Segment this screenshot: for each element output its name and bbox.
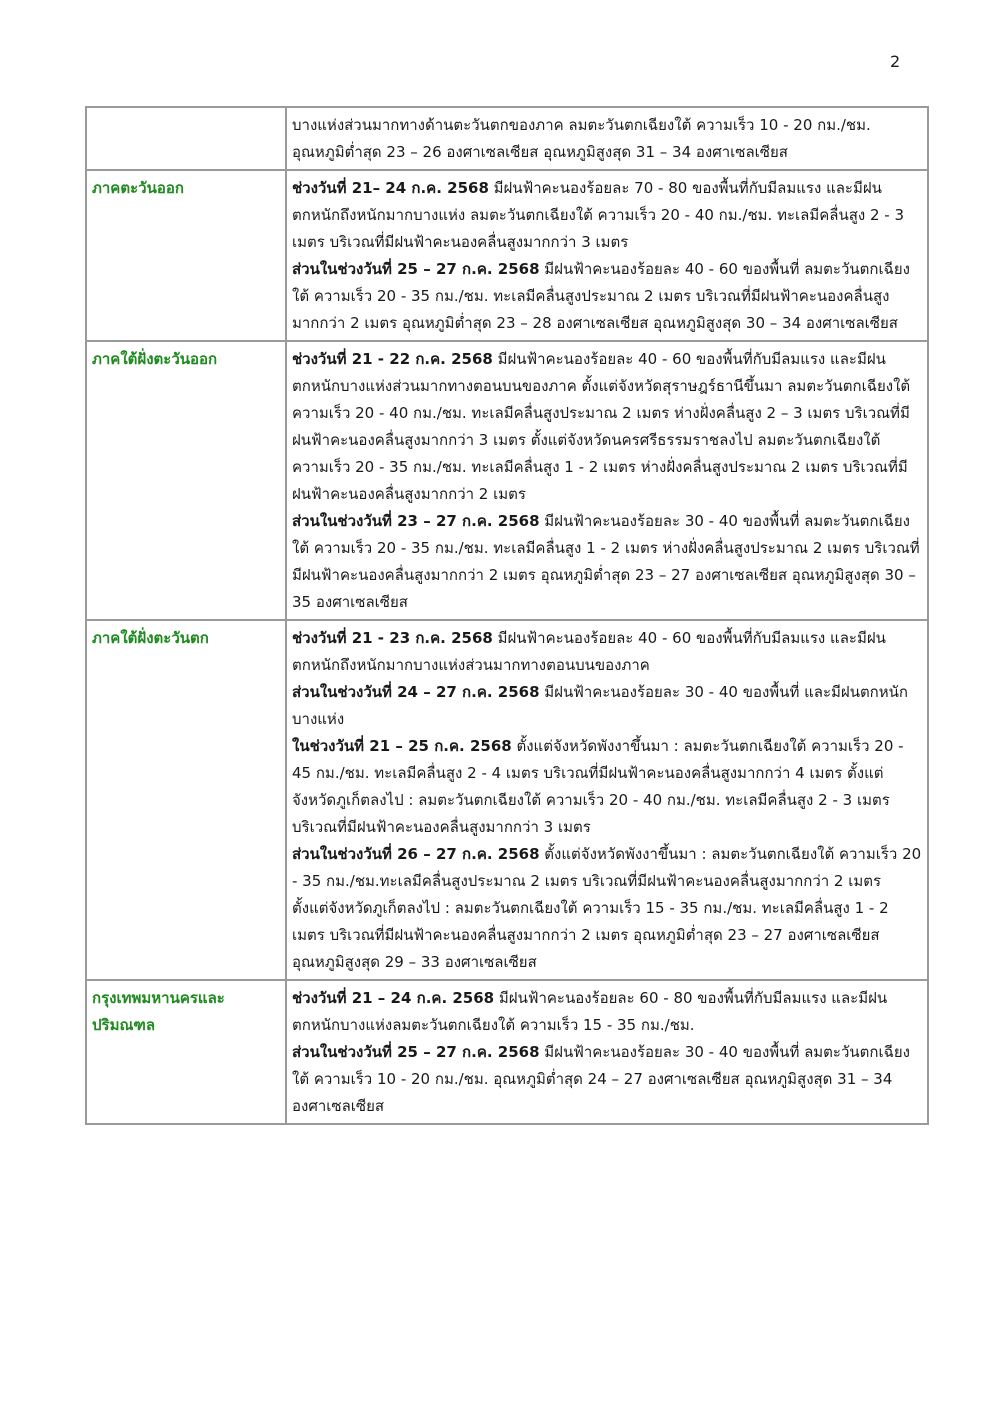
region-cell: ภาคตะวันออก	[86, 170, 286, 341]
detail-cell	[286, 620, 928, 980]
forecast-text: มีฝนฟ้าคะนองร้อยละ 40 - 60 ของพื้นที่กับมีลมแรง และมีฝนตกหนักถึงหนักมากบางแห่งส่วนมากทางตอนบนของภาค	[292, 629, 886, 674]
table-row	[86, 980, 928, 1124]
forecast-text: มีฝนฟ้าคะนองร้อยละ 40 - 60 ของพื้นที่ ลมตะวันตกเฉียงใต้ ความเร็ว 20 - 35 กม./ชม. ทะเลมีคลื่นสูงประมาณ 2 เมตร บริเวณที่มีฝนฟ้าคะนองคลื่นสูงมากกว่า 2 เมตร อุณหภูมิต่ำสุด 23 – 28 องศาเซลเซียส อุณหภูมิสูงสุด 30 – 34 องศาเซลเซียส	[292, 260, 910, 332]
forecast-paragraph	[292, 625, 922, 679]
forecast-paragraph	[292, 985, 922, 1039]
forecast-text: มีฝนฟ้าคะนองร้อยละ 30 - 40 ของพื้นที่ ลมตะวันตกเฉียงใต้ ความเร็ว 10 - 20 กม./ชม. อุณหภูมิต่ำสุด 24 – 27 องศาเซลเซียส อุณหภูมิสูงสุด 31 – 34 องศาเซลเซียส	[292, 1043, 910, 1115]
detail-cell	[286, 107, 928, 170]
forecast-paragraph	[292, 175, 922, 256]
detail-cell	[286, 341, 928, 620]
forecast-text: มีฝนฟ้าคะนองร้อยละ 60 - 80 ของพื้นที่กับมีลมแรง และมีฝนตกหนักบางแห่งลมตะวันตกเฉียงใต้ ความเร็ว 15 - 35 กม./ชม.	[292, 989, 888, 1034]
detail-cell	[286, 170, 928, 341]
detail-cell	[286, 980, 928, 1124]
table-row	[86, 107, 928, 170]
forecast-paragraph	[292, 679, 922, 733]
forecast-text: ตั้งแต่จังหวัดพังงาขึ้นมา : ลมตะวันตกเฉียงใต้ ความเร็ว 20 - 45 กม./ชม. ทะเลมีคลื่นสูง 2 - 4 เมตร บริเวณที่มีฝนฟ้าคะนองคลื่นสูงมากกว่า 4 เมตร ตั้งแต่จังหวัดภูเก็ตลงไป : ลมตะวันตกเฉียงใต้ ความเร็ว 20 - 40 กม./ชม. ทะเลมีคลื่นสูง 2 - 3 เมตร บริเวณที่มีฝนฟ้าคะนองคลื่นสูงมากกว่า 3 เมตร	[292, 737, 904, 836]
region-cell	[86, 107, 286, 170]
forecast-paragraph	[292, 112, 922, 166]
forecast-text: บางแห่งส่วนมากทางด้านตะวันตกของภาค ลมตะวันตกเฉียงใต้ ความเร็ว 10 - 20 กม./ชม. อุณหภูมิต่ำสุด 23 – 26 องศาเซลเซียส อุณหภูมิสูงสุด 31 – 34 องศาเซลเซียส	[292, 116, 871, 161]
period-label: ช่วงวันที่ 21 - 23 ก.ค. 2568	[292, 629, 493, 647]
forecast-paragraph	[292, 1039, 922, 1120]
page-number: 2	[890, 52, 901, 71]
period-label: ในช่วงวันที่ 21 – 25 ก.ค. 2568	[292, 737, 512, 755]
table-row	[86, 341, 928, 620]
forecast-paragraph	[292, 733, 922, 841]
table-row	[86, 170, 928, 341]
period-label: ช่วงวันที่ 21– 24 ก.ค. 2568	[292, 179, 489, 197]
period-label: ส่วนในช่วงวันที่ 25 – 27 ก.ค. 2568	[292, 260, 540, 278]
forecast-text: มีฝนฟ้าคะนองร้อยละ 40 - 60 ของพื้นที่กับมีลมแรง และมีฝนตกหนักบางแห่งส่วนมากทางตอนบนของภาค ตั้งแต่จังหวัดสุราษฎร์ธานีขึ้นมา ลมตะวันตกเฉียงใต้ ความเร็ว 20 - 40 กม./ชม. ทะเลมีคลื่นสูงประมาณ 2 เมตร ห่างฝั่งคลื่นสูง 2 – 3 เมตร บริเวณที่มีฝนฟ้าคะนองคลื่นสูงมากกว่า 3 เมตร ตั้งแต่จังหวัดนครศรีธรรมราชลงไป ลมตะวันตกเฉียงใต้ ความเร็ว 20 - 35 กม./ชม. ทะเลมีคลื่นสูง 1 - 2 เมตร ห่างฝั่งคลื่นสูงประมาณ 2 เมตร บริเวณที่มีฝนฟ้าคะนองคลื่นสูงมากกว่า 2 เมตร	[292, 350, 911, 503]
forecast-paragraph	[292, 508, 922, 616]
region-cell: ภาคใต้ฝั่งตะวันออก	[86, 341, 286, 620]
period-label: ส่วนในช่วงวันที่ 25 – 27 ก.ค. 2568	[292, 1043, 540, 1061]
table-row	[86, 620, 928, 980]
forecast-text: มีฝนฟ้าคะนองร้อยละ 30 - 40 ของพื้นที่ ลมตะวันตกเฉียงใต้ ความเร็ว 20 - 35 กม./ชม. ทะเลมีคลื่นสูง 1 - 2 เมตร ห่างฝั่งคลื่นสูงประมาณ 2 เมตร บริเวณที่มีฝนฟ้าคะนองคลื่นสูงมากกว่า 2 เมตร อุณหภูมิต่ำสุด 23 – 27 องศาเซลเซียส อุณหภูมิสูงสุด 30 – 35 องศาเซลเซียส	[292, 512, 920, 611]
forecast-text: ตั้งแต่จังหวัดพังงาขึ้นมา : ลมตะวันตกเฉียงใต้ ความเร็ว 20 - 35 กม./ชม.ทะเลมีคลื่นสูงประมาณ 2 เมตร บริเวณที่มีฝนฟ้าคะนองคลื่นสูงมากกว่า 2 เมตร ตั้งแต่จังหวัดภูเก็ตลงไป : ลมตะวันตกเฉียงใต้ ความเร็ว 15 - 35 กม./ชม. ทะเลมีคลื่นสูง 1 - 2 เมตร บริเวณที่มีฝนฟ้าคะนองคลื่นสูงมากกว่า 2 เมตร อุณหภูมิต่ำสุด 23 – 27 องศาเซลเซียส อุณหภูมิสูงสุด 29 – 33 องศาเซลเซียส	[292, 845, 922, 971]
forecast-paragraph	[292, 346, 922, 508]
period-label: ส่วนในช่วงวันที่ 26 – 27 ก.ค. 2568	[292, 845, 540, 863]
region-cell: ภาคใต้ฝั่งตะวันตก	[86, 620, 286, 980]
forecast-text: มีฝนฟ้าคะนองร้อยละ 30 - 40 ของพื้นที่ และมีฝนตกหนักบางแห่ง	[292, 683, 908, 728]
forecast-paragraph	[292, 256, 922, 337]
forecast-table	[85, 106, 929, 1125]
period-label: ช่วงวันที่ 21 – 24 ก.ค. 2568	[292, 989, 495, 1007]
period-label: ส่วนในช่วงวันที่ 23 – 27 ก.ค. 2568	[292, 512, 540, 530]
region-cell: กรุงเทพมหานครและปริมณฑล	[86, 980, 286, 1124]
forecast-text: มีฝนฟ้าคะนองร้อยละ 70 - 80 ของพื้นที่กับมีลมแรง และมีฝนตกหนักถึงหนักมากบางแห่ง ลมตะวันตกเฉียงใต้ ความเร็ว 20 - 40 กม./ชม. ทะเลมีคลื่นสูง 2 - 3 เมตร บริเวณที่มีฝนฟ้าคะนองคลื่นสูงมากกว่า 3 เมตร	[292, 179, 904, 251]
period-label: ช่วงวันที่ 21 - 22 ก.ค. 2568	[292, 350, 493, 368]
forecast-paragraph	[292, 841, 922, 976]
period-label: ส่วนในช่วงวันที่ 24 – 27 ก.ค. 2568	[292, 683, 540, 701]
